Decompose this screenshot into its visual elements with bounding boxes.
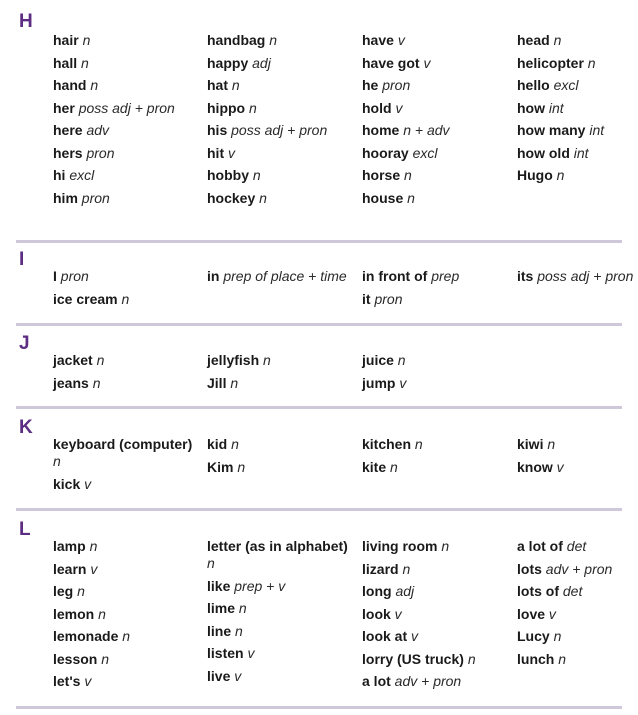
word-entry <box>362 628 512 645</box>
section-divider <box>16 406 622 409</box>
part-of-speech: int <box>548 99 564 116</box>
section-divider <box>16 508 622 511</box>
headword: hi <box>53 167 66 183</box>
word-entry <box>53 538 203 555</box>
word-entry <box>53 55 203 72</box>
headword: jacket <box>53 352 93 368</box>
word-entry <box>517 77 638 94</box>
headword: helicopter <box>517 54 584 71</box>
word-entry <box>362 375 512 392</box>
word-entry <box>517 167 638 184</box>
part-of-speech: adj <box>252 54 271 71</box>
headword: him <box>53 189 78 206</box>
part-of-speech: poss adj + pron <box>231 122 328 138</box>
part-of-speech: n <box>235 622 243 639</box>
headword: ice cream <box>53 290 118 307</box>
headword: leg <box>53 583 74 599</box>
headword: jeans <box>53 374 89 391</box>
headword: have got <box>362 54 420 71</box>
word-entry <box>362 122 512 139</box>
word-entry <box>517 436 638 453</box>
headword: how many <box>517 122 586 138</box>
part-of-speech: n <box>547 436 556 452</box>
headword: living room <box>362 538 438 554</box>
word-column <box>362 352 512 397</box>
word-entry <box>207 668 357 685</box>
headword: hall <box>53 54 78 71</box>
word-entry <box>207 600 357 617</box>
word-entry <box>517 459 638 476</box>
word-entry <box>207 122 357 139</box>
headword: how <box>517 99 545 116</box>
part-of-speech: n <box>98 605 106 622</box>
word-entry <box>53 606 203 623</box>
headword: learn <box>53 560 87 577</box>
section-divider <box>16 706 622 709</box>
part-of-speech: v <box>556 458 564 475</box>
part-of-speech: n <box>53 453 61 469</box>
headword: her <box>53 99 75 116</box>
part-of-speech: n + adv <box>403 122 450 138</box>
part-of-speech: pron <box>374 290 403 307</box>
word-entry <box>207 268 357 285</box>
part-of-speech: n <box>77 583 85 599</box>
part-of-speech: n <box>441 538 450 554</box>
headword: lizard <box>362 560 399 577</box>
headword: listen <box>207 645 244 661</box>
part-of-speech: n <box>587 54 596 71</box>
part-of-speech: v <box>411 628 419 644</box>
part-of-speech: adv + pron <box>394 673 462 689</box>
word-entry <box>207 32 357 49</box>
word-entry <box>207 645 357 662</box>
word-entry <box>207 167 357 184</box>
headword: hat <box>207 77 228 93</box>
part-of-speech: n <box>92 374 101 391</box>
word-entry <box>207 55 357 72</box>
part-of-speech: n <box>96 352 105 368</box>
part-of-speech: n <box>390 458 398 475</box>
headword: in front of <box>362 268 428 284</box>
part-of-speech: v <box>234 667 242 684</box>
headword: Jill <box>207 374 227 391</box>
part-of-speech: n <box>249 99 257 116</box>
word-entry <box>53 77 203 94</box>
word-entry <box>53 32 203 49</box>
headword: head <box>517 32 550 48</box>
headword: his <box>207 122 228 138</box>
headword: look at <box>362 628 408 644</box>
word-entry <box>53 100 203 117</box>
headword: juice <box>362 352 394 368</box>
headword: lorry (US truck) <box>362 650 464 667</box>
part-of-speech: n <box>238 600 247 616</box>
part-of-speech: pron <box>81 189 110 206</box>
part-of-speech: n <box>231 436 239 452</box>
headword: lesson <box>53 650 98 667</box>
headword: kiwi <box>517 436 544 452</box>
word-entry <box>362 606 512 623</box>
part-of-speech: prep of place + time <box>223 268 347 284</box>
headword: lemonade <box>53 628 119 644</box>
headword: keyboard (computer) <box>53 436 193 452</box>
part-of-speech: n <box>404 167 412 183</box>
part-of-speech: adv <box>86 122 110 138</box>
part-of-speech: n <box>467 650 476 667</box>
word-entry <box>362 459 512 476</box>
part-of-speech: n <box>414 436 423 452</box>
word-entry <box>362 352 512 369</box>
word-entry <box>362 268 512 285</box>
word-entry <box>517 561 638 578</box>
word-entry <box>207 578 357 595</box>
word-entry <box>53 651 203 668</box>
part-of-speech: n <box>230 374 239 391</box>
word-entry <box>362 673 512 690</box>
word-entry <box>517 55 638 72</box>
word-entry <box>207 77 357 94</box>
part-of-speech: adj <box>395 583 415 599</box>
headword: kite <box>362 458 387 475</box>
part-of-speech: prep + v <box>234 577 286 594</box>
word-column <box>517 538 638 673</box>
part-of-speech: n <box>121 290 130 307</box>
part-of-speech: int <box>589 122 605 138</box>
word-entry <box>517 268 638 285</box>
word-column <box>362 436 512 481</box>
part-of-speech: n <box>397 352 406 368</box>
word-column <box>362 32 512 212</box>
part-of-speech: pron <box>382 77 411 93</box>
part-of-speech: n <box>90 77 99 93</box>
word-entry <box>362 561 512 578</box>
headword: lamp <box>53 538 86 554</box>
section-divider <box>16 323 622 326</box>
part-of-speech: v <box>394 605 402 622</box>
part-of-speech: n <box>237 458 246 475</box>
word-entry <box>207 145 357 162</box>
headword: how old <box>517 144 570 161</box>
word-entry <box>517 606 638 623</box>
part-of-speech: det <box>566 538 587 554</box>
part-of-speech: n <box>553 32 562 48</box>
part-of-speech: poss adj + pron <box>78 99 175 116</box>
word-column <box>53 538 203 696</box>
word-entry <box>207 623 357 640</box>
headword: have <box>362 32 394 48</box>
headword: hello <box>517 77 550 93</box>
part-of-speech: n <box>122 628 131 644</box>
headword: lots of <box>517 583 559 599</box>
word-entry <box>53 561 203 578</box>
word-entry <box>207 436 357 453</box>
word-entry <box>53 673 203 690</box>
part-of-speech: pron <box>60 268 89 284</box>
word-entry <box>517 145 638 162</box>
part-of-speech: n <box>407 189 415 206</box>
headword: hers <box>53 144 83 161</box>
part-of-speech: n <box>402 560 411 577</box>
headword: Lucy <box>517 628 550 644</box>
headword: happy <box>207 54 249 71</box>
part-of-speech: n <box>553 628 562 644</box>
headword: Kim <box>207 458 234 475</box>
part-of-speech: n <box>556 167 565 183</box>
part-of-speech: n <box>89 538 98 554</box>
word-entry <box>53 291 203 308</box>
headword: it <box>362 290 371 307</box>
part-of-speech: v <box>399 374 407 391</box>
headword: kick <box>53 475 81 492</box>
part-of-speech: prep <box>431 268 460 284</box>
headword: a lot of <box>517 538 563 554</box>
part-of-speech: v <box>395 99 403 116</box>
headword: hold <box>362 99 392 116</box>
word-entry <box>362 583 512 600</box>
section-letter: L <box>19 519 31 540</box>
word-column <box>517 32 638 190</box>
part-of-speech: v <box>228 144 235 161</box>
part-of-speech: v <box>84 475 92 492</box>
headword: its <box>517 268 534 284</box>
section-letter: K <box>19 417 33 438</box>
part-of-speech: n <box>558 650 567 667</box>
headword: a lot <box>362 673 391 689</box>
word-entry <box>517 100 638 117</box>
part-of-speech: n <box>231 77 240 93</box>
word-entry <box>362 32 512 49</box>
part-of-speech: poss adj + pron <box>537 268 634 284</box>
part-of-speech: v <box>90 560 98 577</box>
headword: like <box>207 577 231 594</box>
headword: look <box>362 605 391 622</box>
word-column <box>362 268 512 313</box>
word-entry <box>362 145 512 162</box>
headword: horse <box>362 167 401 183</box>
part-of-speech: v <box>548 605 556 622</box>
part-of-speech: n <box>101 650 110 667</box>
word-entry <box>362 167 512 184</box>
word-entry <box>53 145 203 162</box>
word-column <box>207 352 357 397</box>
headword: long <box>362 583 392 599</box>
part-of-speech: n <box>269 32 278 48</box>
part-of-speech: n <box>207 555 215 571</box>
part-of-speech: v <box>423 54 431 71</box>
word-column <box>53 268 203 313</box>
word-column <box>53 32 203 212</box>
word-entry <box>362 651 512 668</box>
word-entry <box>53 375 203 392</box>
part-of-speech: n <box>82 32 91 48</box>
section-letter: H <box>19 11 33 32</box>
word-entry <box>207 190 357 207</box>
part-of-speech: n <box>259 189 267 206</box>
headword: he <box>362 77 379 93</box>
part-of-speech: n <box>263 352 271 368</box>
headword: hair <box>53 32 79 48</box>
headword: hippo <box>207 99 246 116</box>
headword: hobby <box>207 167 249 183</box>
headword: hooray <box>362 144 409 161</box>
part-of-speech: excl <box>553 77 579 93</box>
part-of-speech: v <box>247 645 255 661</box>
word-column <box>207 268 357 291</box>
headword: kitchen <box>362 436 412 452</box>
part-of-speech: pron <box>86 144 115 161</box>
word-column <box>53 436 203 498</box>
part-of-speech: excl <box>69 167 95 183</box>
word-entry <box>53 122 203 139</box>
word-entry <box>362 436 512 453</box>
word-entry <box>517 538 638 555</box>
word-entry <box>517 628 638 645</box>
word-column <box>517 268 638 291</box>
word-entry <box>53 436 203 470</box>
word-column <box>207 436 357 481</box>
headword: I <box>53 268 57 284</box>
headword: let's <box>53 673 81 689</box>
word-column <box>207 538 357 690</box>
headword: love <box>517 605 546 622</box>
headword: hand <box>53 77 87 93</box>
headword: lots <box>517 560 542 577</box>
part-of-speech: int <box>573 144 589 161</box>
headword: house <box>362 189 404 206</box>
headword: jellyfish <box>207 352 260 368</box>
headword: know <box>517 458 553 475</box>
word-column <box>362 538 512 696</box>
part-of-speech: adv + pron <box>545 560 613 577</box>
word-entry <box>53 583 203 600</box>
word-entry <box>207 352 357 369</box>
part-of-speech: n <box>81 54 89 71</box>
part-of-speech: v <box>84 673 92 689</box>
headword: letter (as in alphabet) <box>207 538 348 554</box>
part-of-speech: det <box>562 583 583 599</box>
part-of-speech: excl <box>412 144 438 161</box>
word-entry <box>53 352 203 369</box>
headword: lunch <box>517 650 555 667</box>
headword: here <box>53 122 83 138</box>
headword: jump <box>362 374 396 391</box>
word-entry <box>517 583 638 600</box>
word-entry <box>517 122 638 139</box>
section-divider <box>16 240 622 243</box>
headword: Hugo <box>517 167 553 183</box>
headword: hit <box>207 144 225 161</box>
headword: home <box>362 122 400 138</box>
section-letter: I <box>19 249 25 270</box>
section-letter: J <box>19 333 30 354</box>
word-entry <box>207 459 357 476</box>
word-entry <box>53 476 203 493</box>
part-of-speech: n <box>252 167 261 183</box>
word-entry <box>517 651 638 668</box>
word-entry <box>517 32 638 49</box>
headword: hockey <box>207 189 256 206</box>
word-column <box>207 32 357 212</box>
headword: line <box>207 622 232 639</box>
word-entry <box>53 628 203 645</box>
headword: handbag <box>207 32 266 48</box>
word-entry <box>362 291 512 308</box>
word-entry <box>207 375 357 392</box>
headword: lime <box>207 600 236 616</box>
word-entry <box>53 190 203 207</box>
word-entry <box>207 100 357 117</box>
word-column <box>517 436 638 481</box>
word-entry <box>207 538 357 572</box>
word-entry <box>53 167 203 184</box>
headword: in <box>207 268 220 284</box>
word-entry <box>362 77 512 94</box>
headword: live <box>207 667 231 684</box>
part-of-speech: v <box>397 32 405 48</box>
word-entry <box>362 190 512 207</box>
word-column <box>53 352 203 397</box>
headword: kid <box>207 436 228 452</box>
word-entry <box>362 55 512 72</box>
word-entry <box>362 538 512 555</box>
headword: lemon <box>53 605 95 622</box>
word-entry <box>362 100 512 117</box>
word-entry <box>53 268 203 285</box>
